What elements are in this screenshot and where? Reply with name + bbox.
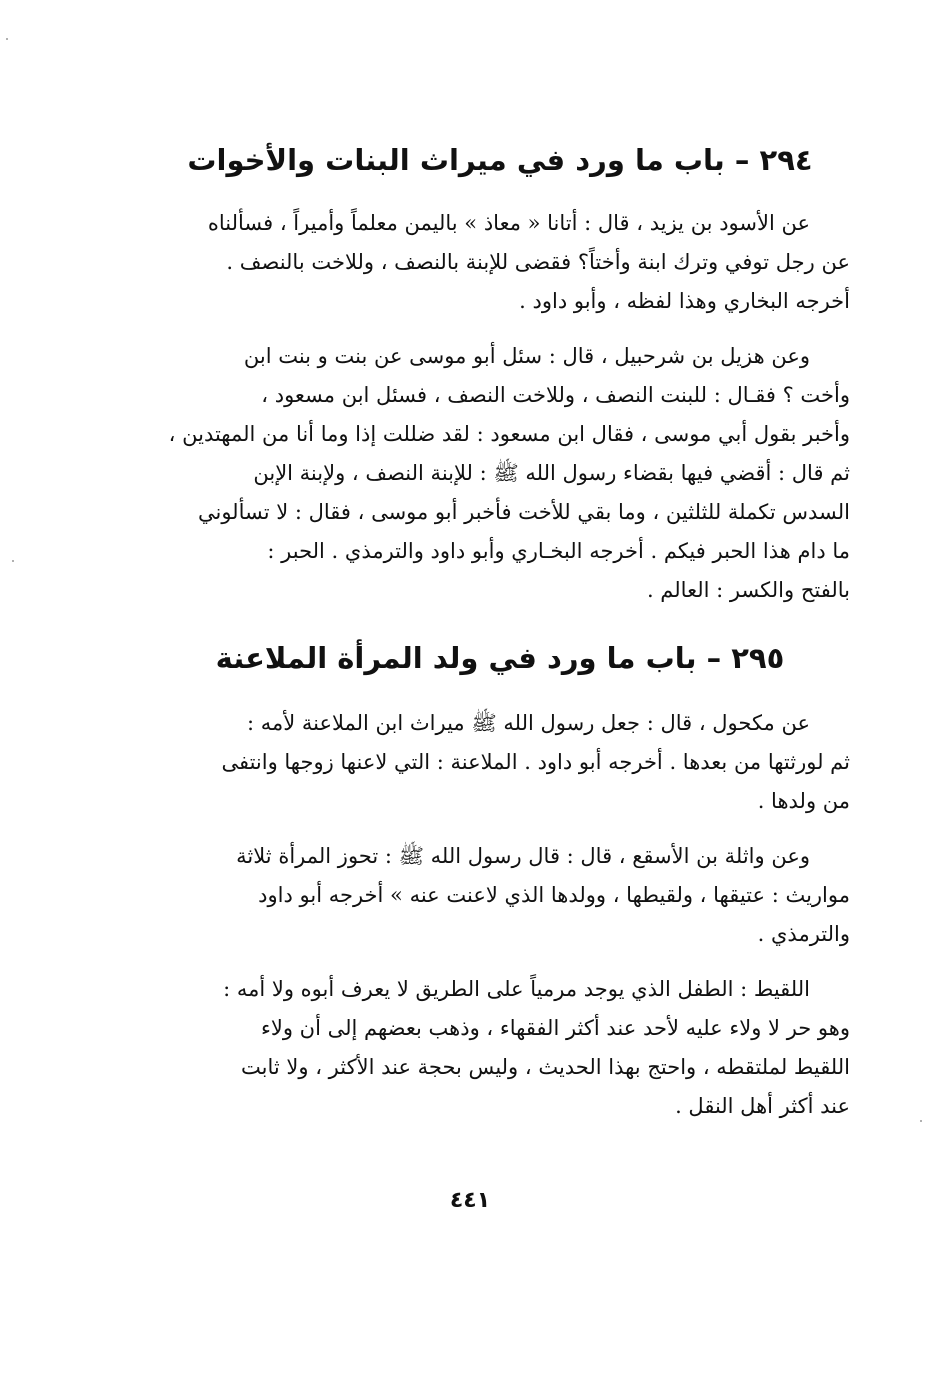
book-page xyxy=(150,130,850,1142)
scan-speck xyxy=(920,1120,922,1122)
scan-speck xyxy=(6,38,8,40)
paragraph-huzail: وعن هزيل بن شرحبيل ، قال : سئل أبو موسى عن بنت و بنت ابن وأخت ؟ فقـال : للبنت النصف ، وللاخت النصف ، فسئل ابن مسعود ، وأخبر بقول أبي موسى ، فقال ابن مسعود : لقد ضللت إذا وما أنا من المهتدين ، ثم قال : أقضي فيها بقضاء رسول الله ﷺ : للإبنة النصف ، ولإبنة الإبن السدس تكملة للثلثين ، وما بقي للأخت فأخبر أبو موسى ، فقال : لا تسألوني ما دام هذا الحبر فيكم . أخرجه البخـاري وأبو داود والترمذي . الحبر : بالفتح والكسر : العالم . xyxy=(168,344,850,602)
page-number: ٤٤١ xyxy=(449,1188,491,1213)
paragraph-wathila: وعن واثلة بن الأسقع ، قال : قال رسول الله ﷺ : تحوز المرأة ثلاثة مواريث : عتيقها ، ولقيطها ، وولدها الذي لاعنت عنه » أخرجه أبو داود والترمذي . xyxy=(236,844,850,946)
paragraph-makhul: عن مكحول ، قال : جعل رسول الله ﷺ ميراث ابن الملاعنة لأمه : ثم لورثتها من بعدها . أخرجه أبو داود . الملاعنة : التي لاعنها زوجها وانتفى من ولدها . xyxy=(221,711,850,813)
paragraph-aswad: عن الأسود بن يزيد ، قال : أتانا « معاذ » باليمن معلماً وأميراً ، فسألناه عن رجل توفي وترك ابنة وأختاً؟ فقضى للإبنة بالنصف ، وللاخت بالنصف . أخرجه البخاري وهذا لفظه ، وأبو داود . xyxy=(207,211,850,313)
chapter-heading-294: ٢٩٤ – باب ما ورد في ميراث البنات والأخوات xyxy=(187,143,813,177)
paragraph-laqit: اللقيط : الطفل الذي يوجد مرمياً على الطريق لا يعرف أبوه ولا أمه : وهو حر لا ولاء عليه لأحد عند أكثر الفقهاء ، وذهب بعضهم إلى أن ولاء اللقيط لملتقطه ، واحتج بهذا الحديث ، وليس بحجة عند الأكثر ، ولا ثابت عند أكثر أهل النقل . xyxy=(223,977,850,1118)
chapter-heading-295: ٢٩٥ – باب ما ورد في ولد المرأة الملاعنة xyxy=(215,641,785,675)
scan-speck xyxy=(12,560,14,562)
